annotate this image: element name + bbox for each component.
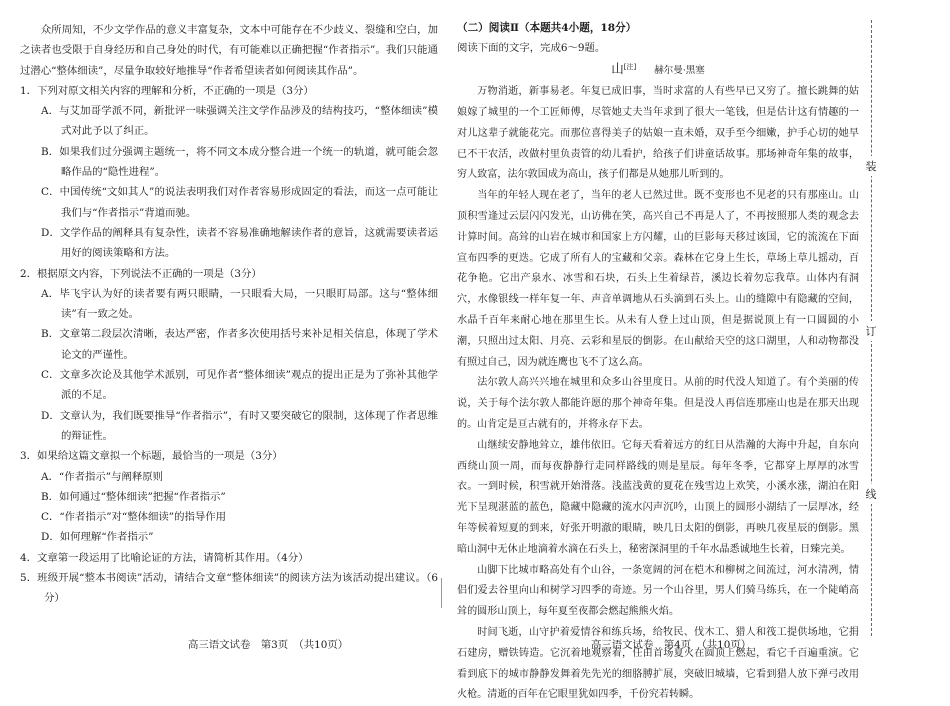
story-paragraph: 山继续安静地耸立，雄伟依旧。它每天看着远方的红日从浩瀚的大海中升起，自东向西绕山顶一周，而每夜静静行走同样路线的则是星辰。每年冬季，它都穿上厚厚的冰雪衣。一到时候，积雪就开始滑落。浅蓝浅黄的夏花在残雪边上欢笑，小溪水涨，湖泊在阳光下呈现湛蓝的蓝色，隐藏中隐藏的流水闪声沉吟，山顶上的圆形小湖结了一层厚冰，经年等候着短夏的到来，好张开明澈的眼睛，映几日太阳的倒影，再映几夜星辰的倒影。黑暗山洞中无休止地滴着水滴在石头上，秘密深洞里的千年水晶悉诚地生长着，日臻完美。	[457, 439, 859, 555]
option-c: C．中国传统“文如其人”的说法表明我们对作者容易形成固定的看法，而这一点可能让我们与“作者指示”背道而驰。	[41, 186, 438, 219]
story-author: 赫尔曼·黑塞	[654, 65, 705, 77]
reading-instruction: 阅读下面的文字，完成6～9题。	[457, 42, 606, 54]
option-d: D．如何理解“作者指示”	[41, 531, 154, 544]
margin-mark	[441, 578, 448, 608]
story-paragraph: 山脚下比城市略高处有个山谷，一条宽阔的河在桤木和柳树之间流过，河水清冽，情侣们爱去谷里向山和树学习四季的奇迹。另一个山谷里，男人们骑马练兵，在一个陡峭高耸的圆形山顶上，每年夏至夜都会燃起熊熊火焰。	[457, 564, 859, 618]
question-2	[20, 264, 438, 447]
option-d: D．文学作品的阐释具有复杂性，读者不容易准确地解读作者的意旨，这就需要读者运用好的阅读策略和方法。	[41, 226, 438, 260]
option-a: A．“作者指示”与阐释原则	[41, 470, 164, 483]
story-title: 山	[611, 61, 624, 77]
option-b: B．如果我们过分强调主题统一，将不同文本成分整合进一个统一的轨道，就可能会忽略作品的“隐性进程”。	[41, 145, 438, 179]
binding-label-zhuang: 装	[864, 156, 878, 176]
story-paragraph: 当年的年轻人现在老了，当年的老人已然过世。既不变形也不见老的只有那座山。山顶积雪逢过云层闪闪发光，山访佛在笑，高兴自己不再是人了，不再按照那人类的观念去计算时间。高耸的山岩在城市和国家上方闪耀，山的巨影每天移过该国，它的流流在下面宣布四季的更迭。它成了所有人的宝藏和父亲。森林在它身上生长，草场上草儿摇动，百花争艳。它出产泉水、冰雪和石块，石头上生着绿苔，溪边长着勿忘我草。山体内有洞穴，水像银线一样年复一年、声音单调地从石头滴到石头上。山的缝隙中有隐藏的空间，水晶千百年来耐心地在那里生长。从未有人登上过山顶，但是据说顶上有一口圆圆的小潮，只照出过太阳、月亮、云彩和星辰的倒影。在山献给天空的这口湖里，人和动物都没有照过自己，因为就连鹰也飞不了这么高。	[457, 190, 859, 368]
right-page	[457, 0, 859, 706]
story-paragraph: 法尔敦人高兴兴地在城里和众多山谷里度日。从前的时代没人知道了。有个美丽的传说，关于每个法尔敦人都能许愿的那个神奇年集。但是没人再信连那座山也是在那天出现的。山肯定是亘古就有的，并将永存下去。	[457, 377, 859, 431]
page-footer-left: 高三语文试卷 第3页 （共10页）	[188, 639, 349, 651]
story-paragraph: 时间飞逝，山守护着爱情谷和练兵场，给牧民、伐木工、猎人和筏工提供场地，它捐石建房，赠铁铸造。它沉着地观察着，任由首场夏火在圆顶上燃起，看它千百遍重演。它看到底下的城市静静发舞着先先光的细胳膊扩展，突破旧城墙，它看到猎人放下弹弓改用火枪。清逝的百年在它眼里犹如四季，千份究若转瞬。	[457, 627, 859, 701]
option-a: A．与艾加哥学派不同，新批评一味强调关注文学作品涉及的结构技巧，“整体细读”模式对此予以了纠正。	[41, 105, 438, 138]
question-stem: 1．下列对原文相关内容的理解和分析，不正确的一项是（3分）	[20, 84, 314, 97]
question-stem: 2．根据原文内容，下列说法不正确的一项是（3分）	[20, 267, 262, 280]
question-1	[20, 81, 438, 264]
intro-paragraph: 众所周知，不少文学作品的意义丰富复杂，文本中可能存在不少歧义、裂缝和空白，加之读者也受限于自身经历和自己身处的时代，有可能难以正确把握“作者指示”。我们只能通过潜心“整体细读”，尽量争取较好地推导“作者希望读者如何阅读其作品”。	[20, 24, 438, 77]
question-3	[20, 446, 438, 547]
question-5: 5．班级开展“整本书阅读”活动，请结合文章“整体细读”的阅读方法为该活动提出建议。（6分）	[20, 572, 438, 605]
story-paragraph: 万物消逝，新事易老。年复已成旧事，当时求富的人有些早已又穷了。擅长跳舞的姑娘嫁了城里的一个工匠师傅，尽管她丈夫当年求到了很大一笔钱，但是估计这有情趣的一对儿这辈子就能花完。而那位喜得美子的姑娘一直未婚，双手至今细嫩，护手心切的她早已不干农活，改做村里负责管的幼儿看护，给孩子们讲童话故事。那场神奇年集的故事，穷人致富，法尔敦国成为高山，孩子们都是从她那儿听到的。	[457, 86, 859, 181]
binding-label-ding: 订	[864, 321, 878, 341]
option-b: B．如何通过“整体细读”把握“作者指示”	[41, 490, 226, 503]
question-stem: 3．如果给这篇文章拟一个标题，最恰当的一项是（3分）	[20, 450, 283, 463]
section-title: （二）阅读Ⅱ（本题共4小题，18分）	[457, 22, 637, 34]
binding-label-xian: 线	[864, 484, 878, 504]
page-footer-right: 高三语文试卷 第4页 （共10页）	[591, 639, 752, 651]
story-heading	[457, 58, 859, 82]
option-d: D．文章认为，我们既要推导“作者指示”，有时又要突破它的限制，这体现了作者思维的辩证性。	[41, 409, 438, 442]
question-4: 4．文章第一段运用了比喻论证的方法，请简析其作用。（4分）	[20, 551, 309, 564]
option-c: C．文章多次论及其他学术派别，可见作者“整体细读”观点的提出正是为了弥补其他学派的不足。	[41, 369, 438, 402]
option-b: B．文章第二段层次清晰，表达严密，作者多次使用括号来补足相关信息，体现了学术论文的严谨性。	[41, 328, 438, 361]
option-a: A．毕飞宇认为好的读者要有两只眼睛，一只眼看大局，一只眼盯局部。这与“整体细读”有一致之处。	[41, 287, 438, 321]
story-note-mark: [注]	[623, 63, 637, 72]
left-page	[20, 0, 438, 609]
option-c: C．“作者指示”对“整体细读”的指导作用	[41, 511, 227, 524]
